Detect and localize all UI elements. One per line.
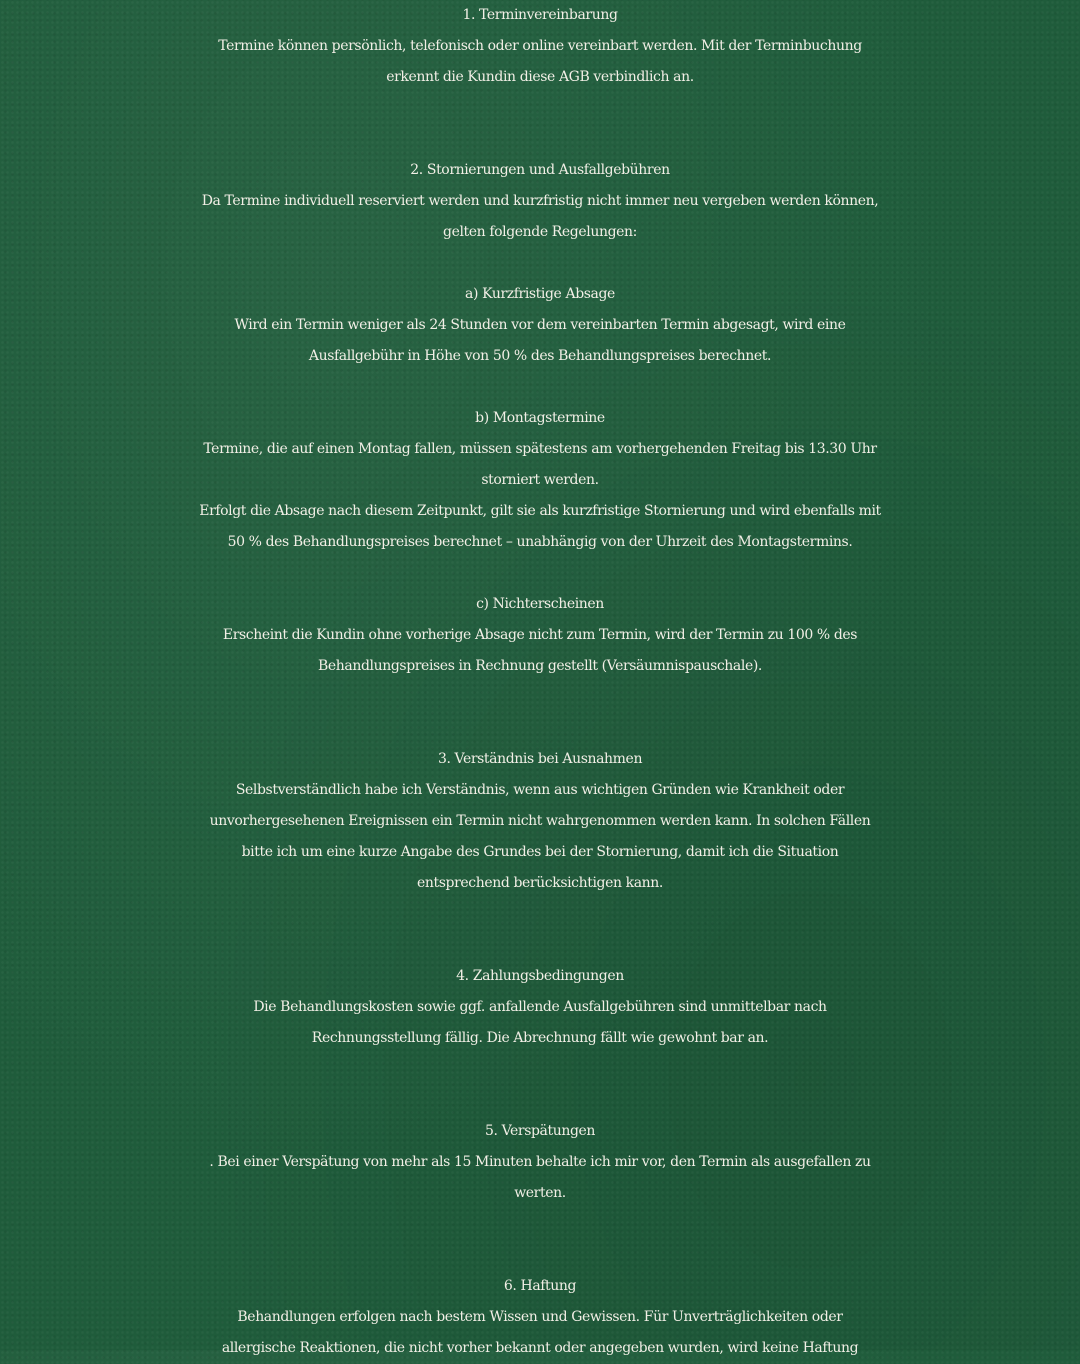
- body-line: entsprechend berücksichtigen kann.: [417, 875, 663, 891]
- body-line: allergische Reaktionen, die nicht vorher bekannt oder angegeben wurden, wird keine Haftung: [221, 1340, 859, 1356]
- spacer: [0, 93, 1080, 155]
- body-line: Behandlungspreises in Rechnung gestellt (Versäumnispauschale).: [318, 658, 762, 674]
- body-line: bitte ich um eine kurze Angabe des Grundes bei der Stornierung, damit ich die Situation: [241, 844, 839, 860]
- body-line: Termine können persönlich, telefonisch oder online vereinbart werden. Mit der Terminbuchung: [218, 38, 862, 54]
- body-line: Ausfallgebühr in Höhe von 50 % des Behandlungspreises berechnet.: [308, 348, 772, 364]
- section-heading: 3. Verständnis bei Ausnahmen: [437, 751, 643, 767]
- body-line: Behandlungen erfolgen nach bestem Wissen und Gewissen. Für Unverträglichkeiten oder: [237, 1309, 843, 1325]
- section-terminvereinbarung: [0, 0, 1080, 93]
- subsection-heading: c) Nichterscheinen: [476, 596, 604, 612]
- spacer: [0, 1054, 1080, 1116]
- body-line: werten.: [514, 1185, 566, 1201]
- body-line: Die Behandlungskosten sowie ggf. anfallende Ausfallgebühren sind unmittelbar nach: [253, 999, 827, 1015]
- body-line: erkennt die Kundin diese AGB verbindlich an.: [386, 69, 694, 85]
- body-line: Da Termine individuell reserviert werden und kurzfristig nicht immer neu vergeben werden können,: [201, 193, 879, 209]
- body-line: 50 % des Behandlungspreises berechnet – unabhängig von der Uhrzeit des Montagstermins.: [227, 534, 853, 550]
- spacer: [0, 558, 1080, 589]
- body-line: . Bei einer Verspätung von mehr als 15 Minuten behalte ich mir vor, den Termin als ausgefallen zu: [209, 1154, 871, 1170]
- subsection-heading: a) Kurzfristige Absage: [465, 286, 615, 302]
- body-line: Selbstverständlich habe ich Verständnis, wenn aus wichtigen Gründen wie Krankheit oder: [235, 782, 845, 798]
- spacer: [0, 682, 1080, 744]
- subsection-montagstermine: [0, 403, 1080, 558]
- section-heading: 1. Terminvereinbarung: [462, 7, 618, 23]
- section-haftung: [0, 1271, 1080, 1364]
- subsection-kurzfristige-absage: [0, 279, 1080, 372]
- body-line: unvorhergesehenen Ereignissen ein Termin nicht wahrgenommen werden kann. In solchen Fällen: [209, 813, 871, 829]
- spacer: [0, 899, 1080, 961]
- section-heading: 5. Verspätungen: [484, 1123, 596, 1139]
- body-line: Erfolgt die Absage nach diesem Zeitpunkt, gilt sie als kurzfristige Stornierung und wird ebenfalls mit: [199, 503, 881, 519]
- body-line: Rechnungsstellung fällig. Die Abrechnung fällt wie gewohnt bar an.: [311, 1030, 769, 1046]
- section-heading: 6. Haftung: [503, 1278, 577, 1294]
- subsection-heading: b) Montagstermine: [475, 410, 605, 426]
- section-heading: 4. Zahlungsbedingungen: [456, 968, 624, 984]
- body-line: gelten folgende Regelungen:: [443, 224, 637, 240]
- section-verstaendnis: [0, 744, 1080, 899]
- spacer: [0, 1209, 1080, 1271]
- body-line: storniert werden.: [481, 472, 599, 488]
- spacer: [0, 372, 1080, 403]
- spacer: [0, 248, 1080, 279]
- section-stornierungen: [0, 155, 1080, 682]
- section-zahlungsbedingungen: [0, 961, 1080, 1054]
- body-line: Termine, die auf einen Montag fallen, müssen spätestens am vorhergehenden Freitag bis 13.30 Uhr: [203, 441, 877, 457]
- body-line: Erscheint die Kundin ohne vorherige Absage nicht zum Termin, wird der Termin zu 100 % des: [222, 627, 858, 643]
- subsection-nichterscheinen: [0, 589, 1080, 682]
- body-line: Wird ein Termin weniger als 24 Stunden vor dem vereinbarten Termin abgesagt, wird eine: [234, 317, 846, 333]
- section-heading: 2. Stornierungen und Ausfallgebühren: [410, 162, 670, 178]
- section-verspaetungen: [0, 1116, 1080, 1209]
